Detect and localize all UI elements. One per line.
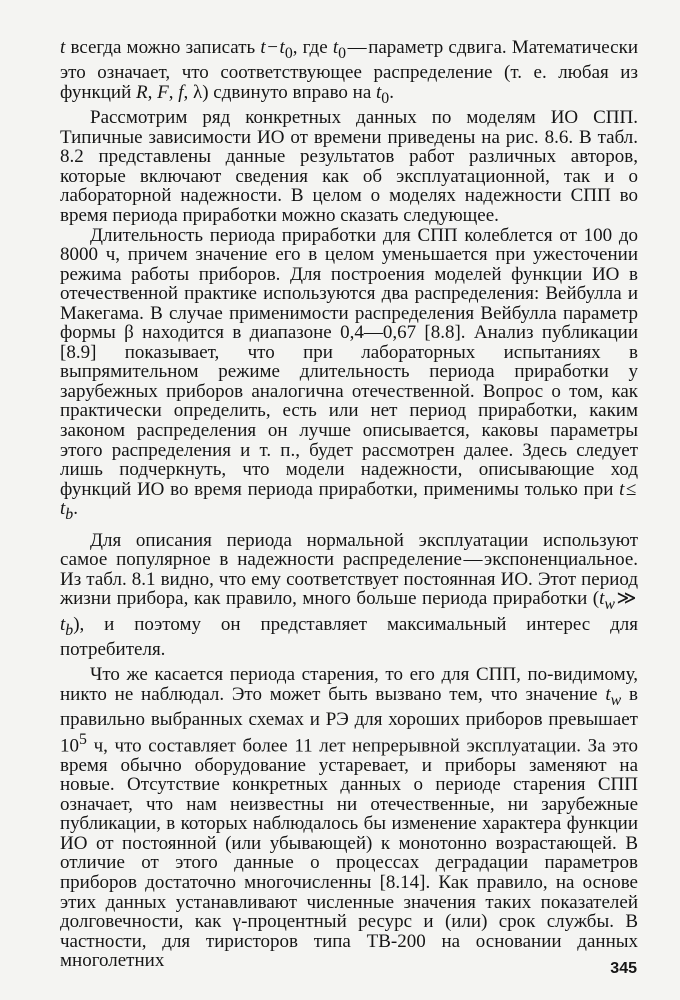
paragraph-shift-parameter: t всегда можно записать t − $t_0$, где $t_0$ — параметр сдвига. Математически это означает, что соответствующее распределение (т. е. любая из функций R, F, f, λ) сдвинуто вправо на $t_0$.	[60, 37, 638, 107]
page-number: 345	[610, 960, 637, 977]
paragraph-concrete-data: Рассмотрим ряд конкретных данных по моделям ИО СПП. Типичные зависимости ИО от времени приведены на рис. 8.6. В табл. 8.2 представлены данные результатов работ различных авторов, которые включают сведения как об эксплуатационной, так и о лабораторной надежности. В целом о моделях надежности СПП во время периода приработки можно сказать следующее.	[60, 107, 638, 226]
text-column	[60, 38, 638, 971]
paragraph-burn-in-period: Длительность периода приработки для СПП колеблется от 100 до 8000 ч, причем значение его в целом уменьшается при ужесточении режима работы приборов. Для построения моделей функции ИО в отечественной практике используются два распределения: Вейбулла и Макегама. В случае применимости распределения Вейбулла параметр формы β находится в диапазоне 0,4—0,67 [8.8]. Анализ публикации [8.9] показывает, что при лабораторных испытаниях в выпрямительном режиме длительность периода приработки у зарубежных приборов аналогична отечественной. Вопрос о том, как практически определить, есть или нет период приработки, каким законом распределения он лучше описывается, каковы параметры этого распределения и т. п., будет рассмотрен далее. Здесь следует лишь подчеркнуть, что модели надежности, описывающие ход функций ИО во время периода приработки, применимы только при t ≤ $t_b$.	[60, 224, 638, 523]
paragraph-normal-operation: Для описания периода нормальной эксплуатации используют самое популярное в надежности распределение — экспоненциальное. Из табл. 8.1 видно, что ему соответствует постоянная ИО. Этот период жизни прибора, как правило, много больше периода приработки ($t_w$ ≫ $t_b$), и поэтому он представляет максимальный интерес для потребителя.	[60, 529, 638, 660]
paragraph-aging-period: Что же касается периода старения, то его для СПП, по-видимому, никто не наблюдал. Это может быть вызвано тем, что значение $t_w$ в правильно выбранных схемах и РЭ для хороших приборов превышает $10^5$ ч, что составляет более 11 лет непрерывной эксплуатации. За это время обычно оборудование устаревает, и приборы заменяют на новые. Отсутствие конкретных данных о периоде старения СПП означает, что нам неизвестны ни отечественные, ни зарубежные публикации, в которых наблюдалось бы изменение характера функции ИО от постоянной (или убывающей) к монотонно возрастающей. В отличие от этого данные о процессах деградации параметров приборов достаточно многочисленны [8.14]. Как правило, на основе этих данных устанавливают численные значения таких показателей долговечности, как γ-процентный ресурс и (или) срок службы. В частности, для тиристоров типа ТВ-200 на основании данных многолетних	[60, 664, 638, 972]
